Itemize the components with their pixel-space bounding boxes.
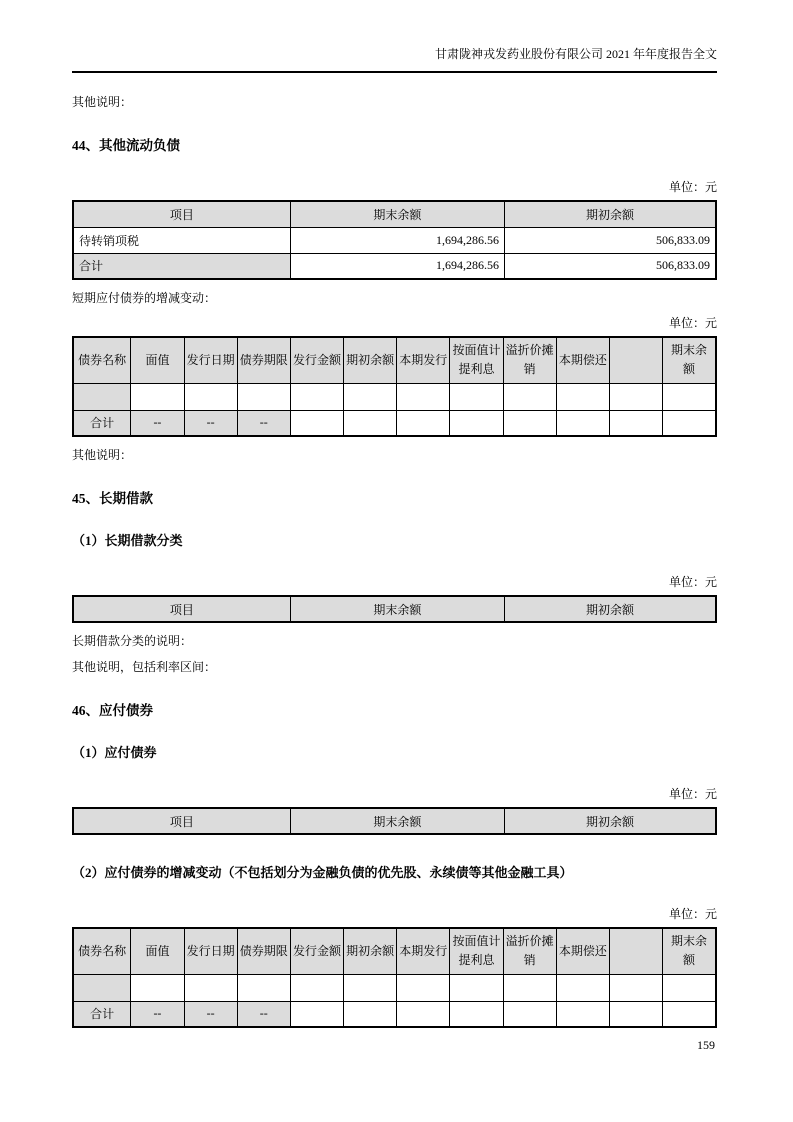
page-number: 159 <box>697 1038 715 1052</box>
table-cell: -- <box>184 410 237 436</box>
column-header: 溢折价摊销 <box>503 928 556 974</box>
short-term-bonds-change-note: 短期应付债券的增减变动： <box>72 291 217 305</box>
column-header: 本期偿还 <box>556 337 609 383</box>
column-header: 期初余额 <box>504 808 716 834</box>
table-cell <box>663 410 716 436</box>
table-cell <box>237 383 290 410</box>
table-cell <box>663 974 716 1001</box>
table-cell <box>73 383 131 410</box>
table-cell <box>609 383 662 410</box>
column-header: 项目 <box>73 596 290 622</box>
section-46-heading: 46、应付债券 <box>72 703 153 718</box>
column-header: 按面值计提利息 <box>450 928 503 974</box>
column-header: 面值 <box>131 928 184 974</box>
section-45-sub1-heading: （1）长期借款分类 <box>72 533 183 548</box>
table-row <box>73 383 716 410</box>
table-cell: -- <box>184 1001 237 1027</box>
column-header: 期初余额 <box>504 596 716 622</box>
table-cell <box>397 1001 450 1027</box>
column-header: 发行金额 <box>290 928 343 974</box>
table-header-row <box>73 596 716 622</box>
column-header: 期末余额 <box>663 337 716 383</box>
unit-label-5: 单位：元 <box>668 907 717 921</box>
table-cell <box>290 1001 343 1027</box>
table-cell: -- <box>131 1001 184 1027</box>
table-cell: -- <box>131 410 184 436</box>
table-cell: 506,833.09 <box>504 253 716 279</box>
section-45-heading: 45、长期借款 <box>72 491 153 506</box>
table-cell <box>663 383 716 410</box>
table-cell <box>344 383 397 410</box>
column-header: 债券名称 <box>73 337 131 383</box>
table-cell <box>450 383 503 410</box>
column-header: 期初余额 <box>344 928 397 974</box>
table-cell: 1,694,286.56 <box>290 253 504 279</box>
column-header: 期初余额 <box>344 337 397 383</box>
document-header-title: 甘肃陇神戎发药业股份有限公司 2021 年年度报告全文 <box>434 47 717 61</box>
table-cell <box>397 974 450 1001</box>
table-cell <box>290 974 343 1001</box>
table-cell: 合计 <box>73 253 290 279</box>
column-header: 项目 <box>73 808 290 834</box>
table-cell <box>503 383 556 410</box>
table-cell <box>609 974 662 1001</box>
column-header: 本期发行 <box>397 928 450 974</box>
column-header: 期末余额 <box>663 928 716 974</box>
table-row <box>73 1001 716 1027</box>
column-header: 债券期限 <box>237 928 290 974</box>
header-rule <box>72 71 717 73</box>
table-cell <box>450 1001 503 1027</box>
column-header <box>609 928 662 974</box>
table-cell <box>556 410 609 436</box>
table-cell <box>609 410 662 436</box>
column-header: 本期偿还 <box>556 928 609 974</box>
short-term-bonds-change-table <box>72 336 717 437</box>
table-header-row <box>73 337 716 383</box>
table-cell <box>131 974 184 1001</box>
table-cell: 506,833.09 <box>504 227 716 253</box>
table-header-row <box>73 808 716 834</box>
table-cell <box>556 974 609 1001</box>
table-cell <box>184 974 237 1001</box>
table-cell <box>131 383 184 410</box>
column-header: 项目 <box>73 201 290 227</box>
table-cell <box>344 1001 397 1027</box>
long-term-loans-table <box>72 595 717 623</box>
other-note-top: 其他说明： <box>72 95 133 109</box>
table-cell <box>397 410 450 436</box>
table-cell <box>609 1001 662 1027</box>
column-header: 期末余额 <box>290 596 504 622</box>
table-cell: 合计 <box>73 1001 131 1027</box>
column-header: 债券期限 <box>237 337 290 383</box>
table-cell <box>73 974 131 1001</box>
table-cell <box>556 1001 609 1027</box>
table-header-row <box>73 928 716 974</box>
table-cell: 1,694,286.56 <box>290 227 504 253</box>
table-cell <box>397 383 450 410</box>
column-header: 溢折价摊销 <box>503 337 556 383</box>
bonds-payable-change-table <box>72 927 717 1028</box>
table-cell <box>344 410 397 436</box>
table-cell <box>503 974 556 1001</box>
column-header: 面值 <box>131 337 184 383</box>
table-cell <box>450 974 503 1001</box>
table-header-row <box>73 201 716 227</box>
table-cell <box>663 1001 716 1027</box>
long-term-loan-class-note: 长期借款分类的说明： <box>72 634 193 648</box>
unit-label-3: 单位：元 <box>668 575 717 589</box>
column-header: 发行日期 <box>184 337 237 383</box>
table-cell <box>290 383 343 410</box>
table-cell <box>184 383 237 410</box>
table-cell <box>344 974 397 1001</box>
table-cell <box>237 974 290 1001</box>
table-cell <box>290 410 343 436</box>
table-row <box>73 974 716 1001</box>
other-current-liabilities-table <box>72 200 717 280</box>
table-cell <box>503 410 556 436</box>
column-header <box>609 337 662 383</box>
other-note-after-bonds: 其他说明： <box>72 448 133 462</box>
table-cell <box>556 383 609 410</box>
column-header: 期初余额 <box>504 201 716 227</box>
section-46-sub1-heading: （1）应付债券 <box>72 745 157 760</box>
column-header: 发行日期 <box>184 928 237 974</box>
section-46-sub2-heading: （2）应付债券的增减变动（不包括划分为金融负债的优先股、永续债等其他金融工具） <box>72 865 573 880</box>
other-note-interest-range: 其他说明，包括利率区间： <box>72 660 217 674</box>
column-header: 发行金额 <box>290 337 343 383</box>
table-row <box>73 410 716 436</box>
table-cell: 合计 <box>73 410 131 436</box>
unit-label-2: 单位：元 <box>668 316 717 330</box>
column-header: 债券名称 <box>73 928 131 974</box>
bonds-payable-table <box>72 807 717 835</box>
unit-label-4: 单位：元 <box>668 787 717 801</box>
section-44-heading: 44、其他流动负债 <box>72 138 180 153</box>
table-cell: -- <box>237 1001 290 1027</box>
table-cell <box>503 1001 556 1027</box>
table-cell: 待转销项税 <box>73 227 290 253</box>
column-header: 期末余额 <box>290 808 504 834</box>
unit-label-1: 单位：元 <box>668 180 717 194</box>
column-header: 按面值计提利息 <box>450 337 503 383</box>
column-header: 本期发行 <box>397 337 450 383</box>
table-row <box>73 227 716 253</box>
column-header: 期末余额 <box>290 201 504 227</box>
table-cell: -- <box>237 410 290 436</box>
table-row <box>73 253 716 279</box>
table-cell <box>450 410 503 436</box>
